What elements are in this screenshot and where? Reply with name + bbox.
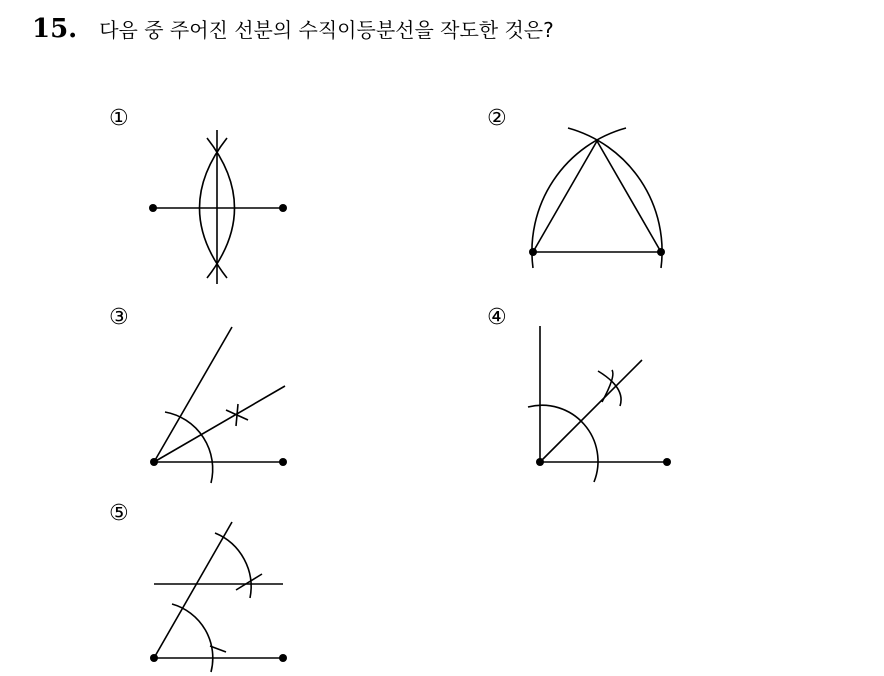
figure-4-endpoint [663, 458, 671, 466]
figure-5-point-bottom [150, 654, 158, 662]
figure-4-bisector [540, 360, 642, 462]
figure-3-cross-b [236, 404, 238, 426]
figure-3-ray-slanted [154, 327, 232, 462]
figure-3-bisector [154, 386, 285, 462]
figure-2-vertex-left [529, 248, 537, 256]
figure-1-endpoint-left [149, 204, 157, 212]
question-number: 15. [32, 14, 78, 44]
option-5-label[interactable]: ⑤ [109, 501, 129, 526]
figure-1-endpoint-right [279, 204, 287, 212]
figure-3-vertex [150, 458, 158, 466]
figure-4-vertex [536, 458, 544, 466]
figure-5-parallel-line [150, 522, 287, 672]
figure-4-arc [528, 405, 598, 482]
figure-5-arc-lower [172, 604, 213, 672]
figure-5-mark-upper [236, 574, 262, 590]
figure-3-arc [165, 412, 213, 483]
option-2-label[interactable]: ② [487, 106, 507, 131]
figure-2-vertex-right [657, 248, 665, 256]
figure-1-perpendicular-bisector [149, 130, 287, 284]
figure-2-equilateral-triangle [529, 128, 665, 268]
option-1-label[interactable]: ① [109, 106, 129, 131]
figure-3-endpoint [279, 458, 287, 466]
figure-2-left-side [533, 141, 597, 252]
figure-5-transversal [154, 522, 232, 658]
figure-5-point-right [279, 654, 287, 662]
figure-2-right-side [597, 141, 661, 252]
option-3-label[interactable]: ③ [109, 305, 129, 330]
option-4-label[interactable]: ④ [487, 305, 507, 330]
figure-4-right-angle-bisector [528, 326, 671, 482]
figure-3-angle-bisector [150, 327, 287, 483]
question-text: 다음 중 주어진 선분의 수직이등분선을 작도한 것은? [99, 18, 554, 42]
